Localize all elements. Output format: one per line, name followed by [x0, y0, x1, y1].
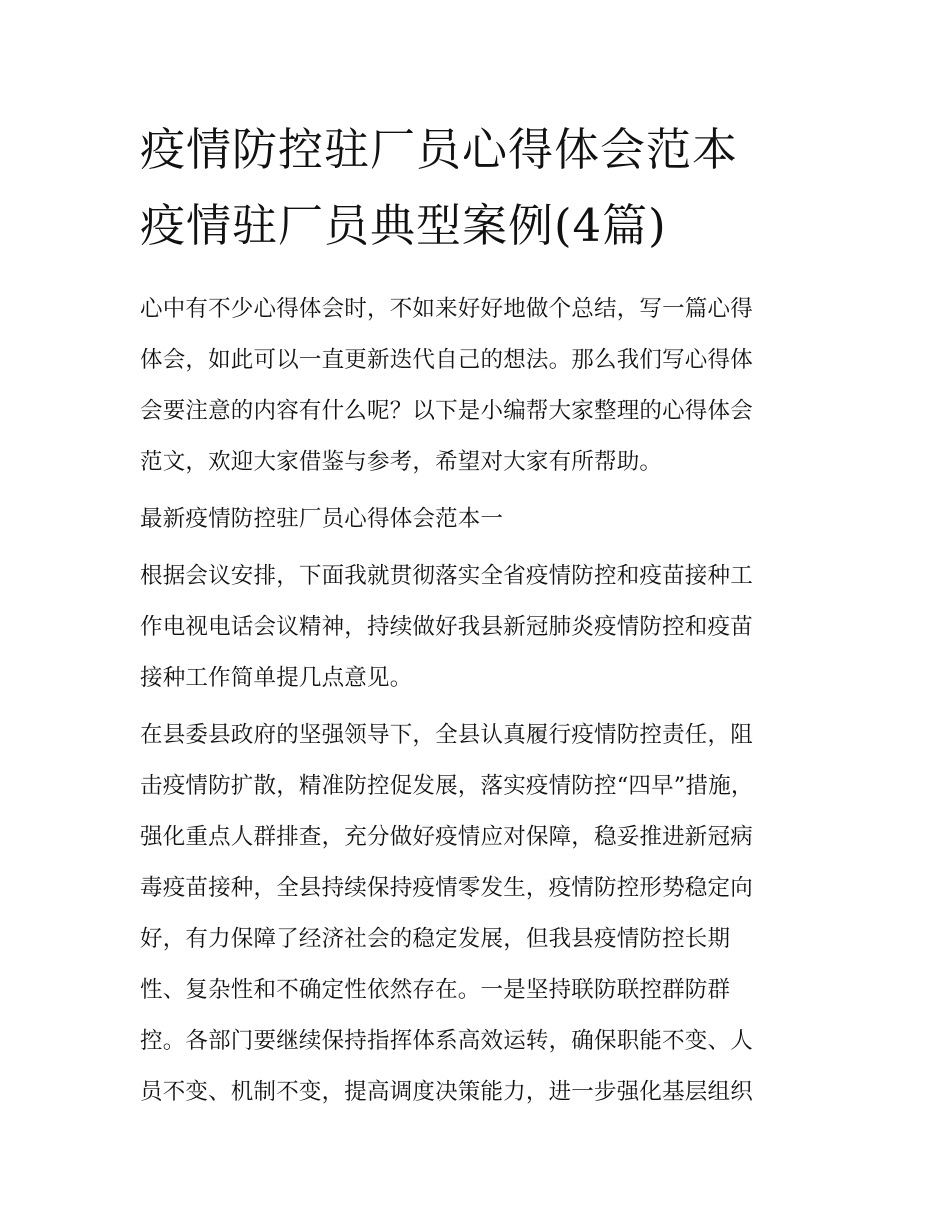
- text-line: 性、复杂性和不确定性依然存在。一是坚持联防联控群防群: [140, 977, 731, 1003]
- text-line: 心中有不少心得体会时，不如来好好地做个总结，写一篇心得: [140, 296, 753, 322]
- text-line: 接种工作简单提几点意见。: [140, 665, 413, 691]
- text-line: 员不变、机制不变，提高调度决策能力，进一步强化基层组织: [140, 1079, 753, 1105]
- text-line: 最新疫情防控驻厂员心得体会范本一: [140, 506, 504, 532]
- title-line: 疫情防控驻厂员心得体会范本: [140, 123, 739, 176]
- text-line: 会要注意的内容有什么呢？以下是小编帮大家整理的心得体会: [140, 398, 753, 424]
- document-page: [140, 112, 812, 1124]
- text-line: 根据会议安排，下面我就贯彻落实全省疫情防控和疫苗接种工: [140, 563, 753, 589]
- text-line: 控。各部门要继续保持指挥体系高效运转，确保职能不变、人: [140, 1028, 753, 1054]
- text-line: 毒疫苗接种，全县持续保持疫情零发生，疫情防控形势稳定向: [140, 875, 753, 901]
- text-line: 作电视电话会议精神，持续做好我县新冠肺炎疫情防控和疫苗: [140, 614, 753, 640]
- text-line: 在县委县政府的坚强领导下，全县认真履行疫情防控责任，阻: [140, 722, 753, 748]
- paragraph-1: [140, 551, 812, 704]
- paragraph-2: [140, 710, 812, 1118]
- text-line: 好，有力保障了经济社会的稳定发展，但我县疫情防控长期: [140, 926, 731, 952]
- text-line: 体会，如此可以一直更新迭代自己的想法。那么我们写心得体: [140, 347, 753, 373]
- section-heading: [140, 494, 812, 545]
- document-title: [140, 112, 812, 264]
- text-line: 击疫情防扩散，精准防控促发展，落实疫情防控“四早”措施，: [140, 773, 754, 799]
- title-line: 疫情驻厂员典型案例(4篇): [140, 199, 667, 252]
- text-line: 强化重点人群排查，充分做好疫情应对保障，稳妥推进新冠病: [140, 824, 753, 850]
- intro-paragraph: [140, 284, 812, 488]
- text-line: 范文，欢迎大家借鉴与参考，希望对大家有所帮助。: [140, 449, 663, 475]
- document-body: [140, 284, 812, 1118]
